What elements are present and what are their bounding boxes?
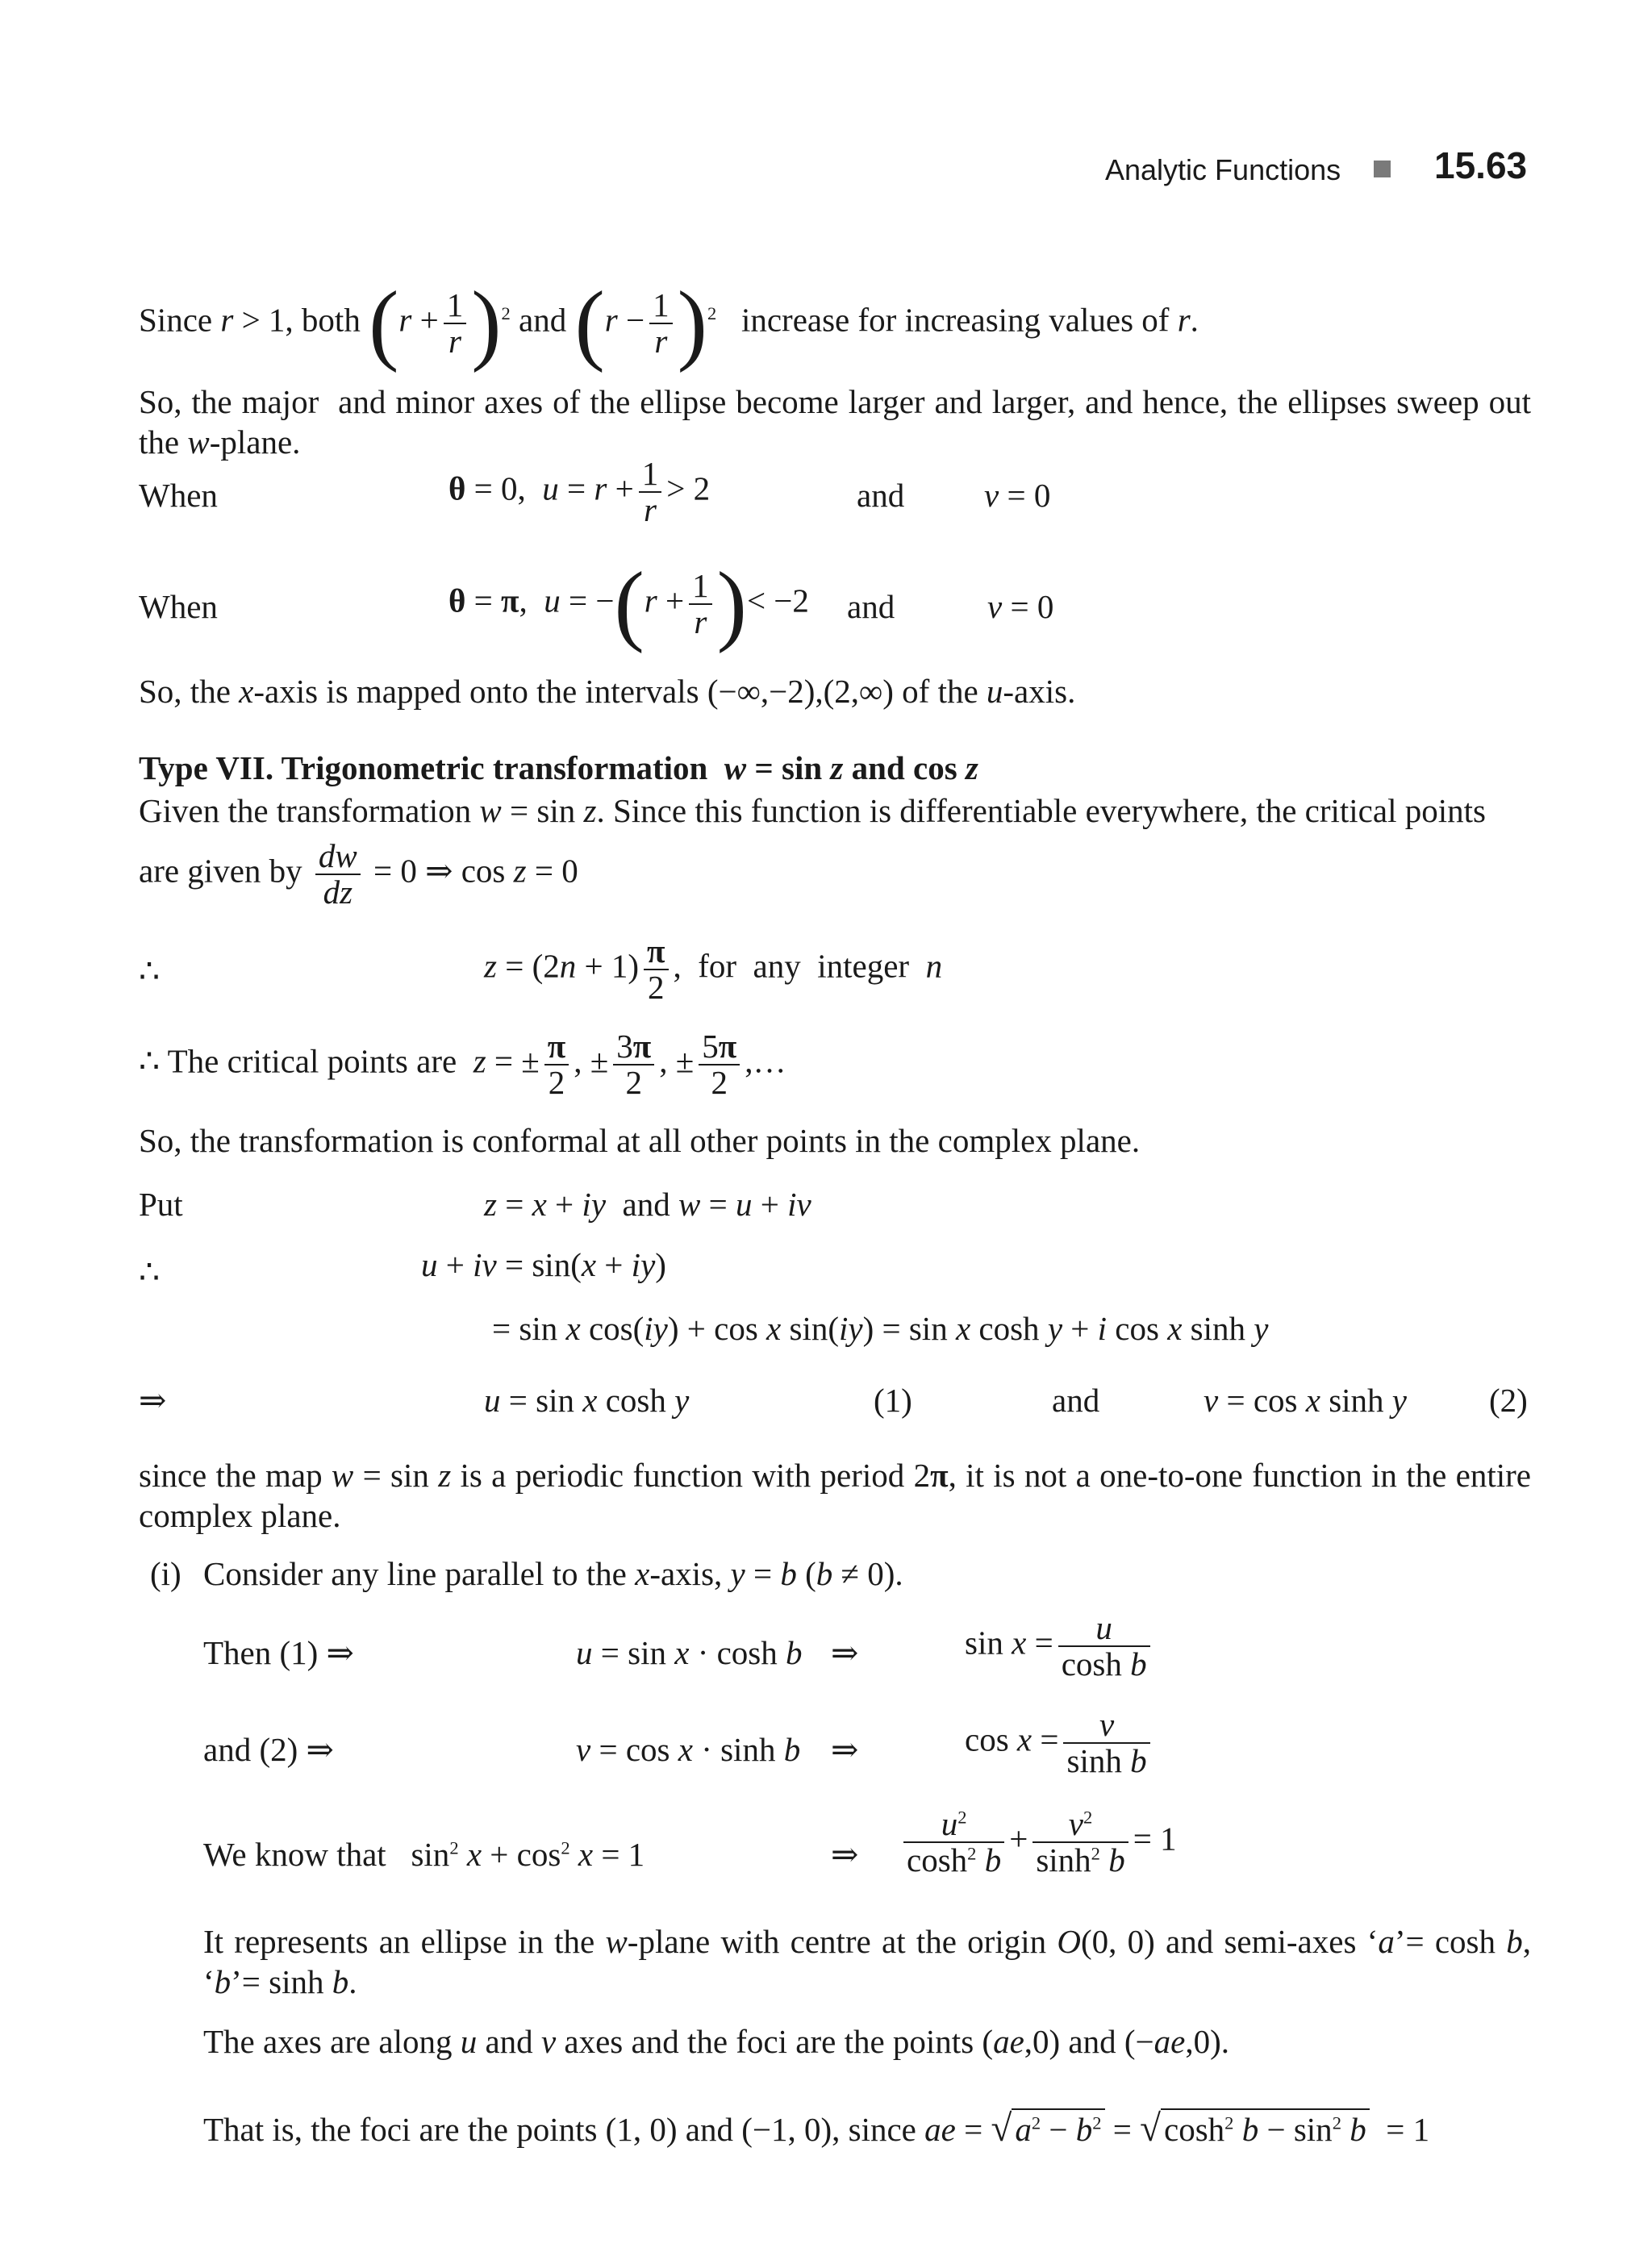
- item-number-i: (i): [150, 1555, 181, 1592]
- label-when-2: When: [139, 588, 218, 625]
- label-put: Put: [139, 1186, 183, 1223]
- text-since-r: Since r > 1, both: [139, 301, 361, 339]
- equation-critical-z: z = (2n + 1) $\frac{\pi}{2}$ , for any integer n: [484, 932, 943, 1007]
- fraction: $\frac{1}{r}$: [649, 288, 673, 359]
- paragraph-x-axis-mapped: So, the x-axis is mapped onto the intervals (−∞,−2),(2,∞) of the u-axis.: [139, 673, 1076, 710]
- equation-expansion: = sin x cos(iy) + cos x sin(iy) = sin x cosh y + i cos x sinh y: [492, 1310, 1269, 1347]
- equation-theta-pi: θ = π, u = −(r + $\frac{1}{r}$ )< −2: [448, 554, 809, 654]
- symbol-implies-2: ⇒: [831, 1634, 859, 1671]
- symbol-therefore-2: ∴: [139, 1253, 161, 1291]
- line-are-given-by: are given by $\frac{dw}{dz}$ = 0 ⇒ cos z = 0: [139, 837, 578, 911]
- running-header: [1105, 153, 1341, 187]
- text-and: and: [519, 301, 567, 339]
- symbol-implies-1: ⇒: [139, 1382, 167, 1419]
- paragraph-foci: That is, the foci are the points (1, 0) and (−1, 0), since ae = $√a^2 - b^2 = √\cosh^2$ $b - \sin^2 b = 1$: [203, 2108, 1430, 2150]
- label-we-know: We know that $\sin^2 x + \cos^2 x = 1$: [203, 1836, 645, 1873]
- label-and-2: and: [847, 588, 895, 625]
- equation-put: z = x + iy and w = u + iv: [484, 1186, 811, 1223]
- label-when-1: When: [139, 477, 218, 514]
- equation-v: v = cos x sinh y: [1204, 1382, 1407, 1419]
- label-and-2-implies: and (2) ⇒: [203, 1731, 334, 1768]
- equation-v-zero-1: v = 0: [984, 477, 1051, 514]
- equation-label-1: (1): [874, 1382, 912, 1419]
- square-bullet-icon: [1374, 161, 1391, 177]
- text-increase: increase for increasing values of r.: [740, 301, 1199, 339]
- label-and-1: and: [857, 477, 905, 514]
- fraction: $\frac{1}{r}$: [444, 288, 467, 359]
- equation-label-2: (2): [1489, 1382, 1528, 1419]
- equation-v-b: v = cos x · sinh b: [576, 1731, 801, 1768]
- label-and-3: and: [1052, 1382, 1100, 1419]
- paragraph-axes-along: The axes are along u and v axes and the foci are the points (ae,0) and (−ae,0).: [203, 2023, 1230, 2060]
- paragraph-ellipse-represents: It represents an ellipse in the w-plane with centre at the origin O(0, 0) and semi-axes ‘a’= cosh b, ‘b’= sinh b.: [203, 1923, 1531, 2000]
- symbol-implies-3: ⇒: [831, 1731, 859, 1768]
- running-title: Analytic Functions: [1105, 153, 1341, 186]
- equation-cosx: cos x = $\frac{v}{\text{sinh b}}$: [965, 1708, 1155, 1779]
- paragraph-major-minor: So, the major and minor axes of the ellipse become larger and larger, and hence, the ellipses sweep out the w-plane.: [139, 383, 1531, 461]
- equation-u-b: u = sin x · cosh b: [576, 1634, 803, 1671]
- equation-v-zero-2: v = 0: [987, 588, 1054, 625]
- equation-sinx: sin x = $\frac{u}{\text{cosh b}}$: [965, 1611, 1155, 1682]
- item-consider-line: Consider any line parallel to the x-axis, y = b (b ≠ 0).: [203, 1555, 903, 1592]
- equation-u: u = sin x cosh y: [484, 1382, 690, 1419]
- symbol-implies-4: ⇒: [831, 1836, 859, 1873]
- page-number: 15.63: [1434, 144, 1528, 186]
- symbol-therefore-1: ∴: [139, 953, 161, 990]
- equation-ellipse: $\frac{u^2}{\cosh^2 b}$ + $\frac{v^2}{\sinh^2 b}$ = 1: [899, 1807, 1177, 1878]
- paragraph-periodic: since the map w = sin z is a periodic function with period 2π, it is not a one-to-one function in the entire complex plane.: [139, 1457, 1531, 1534]
- paragraph-conformal: So, the transformation is conformal at all other points in the complex plane.: [139, 1122, 1141, 1159]
- section-heading: Type VII. Trigonometric transformation w = sin z and cos z: [139, 749, 978, 786]
- equation-theta-zero: θ = 0, u = r + $\frac{1}{r}$ > 2: [448, 455, 711, 529]
- label-then-1: Then (1) ⇒: [203, 1634, 354, 1671]
- line-since-r: Since r > 1, both (r + $\frac{1}{r}$ )$^2$ and (r − $\frac{1}{r}$ )$^2$ increase for increasing values of r.: [139, 273, 1199, 373]
- line-critical-points: ∴ The critical points are z = ± $\frac{\pi}{2}$ , ± $\frac{3\pi}{2}$ , ± $\frac{5\pi}{2}$ ,…: [139, 1028, 786, 1102]
- equation-u-iv: u + iv = sin(x + iy): [421, 1246, 666, 1283]
- paragraph-transformation-given: Given the transformation w = sin z. Since this function is differentiable everywhere, the critical points: [139, 792, 1486, 829]
